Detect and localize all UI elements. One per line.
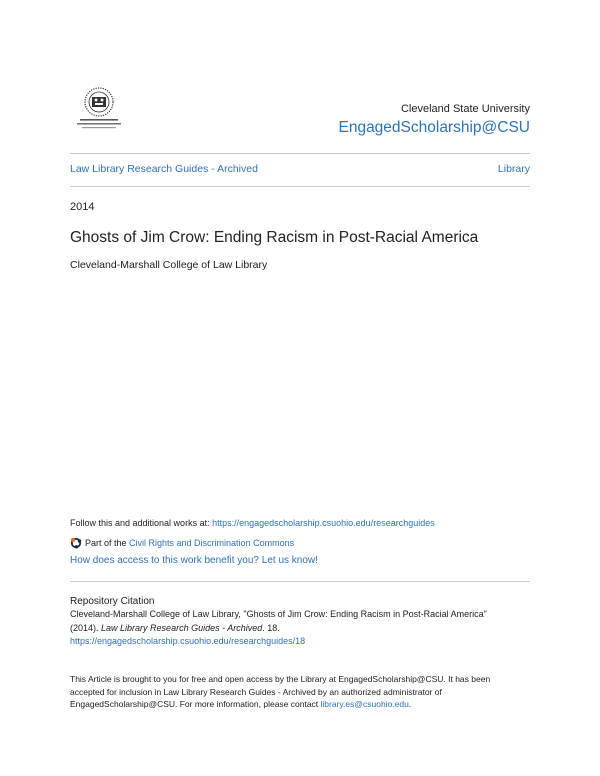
citation-year: (2014). (70, 622, 102, 633)
header-divider (70, 153, 530, 154)
part-of-prefix: Part of the (85, 538, 130, 548)
notice-contact-prefix: EngagedScholarship@CSU. For more information, please contact (70, 699, 321, 709)
citation-series: Law Library Research Guides - Archived (101, 622, 263, 633)
notice-contact-suffix: . (408, 699, 412, 709)
citation-line-1: Cleveland-Marshall College of Law Library, "Ghosts of Jim Crow: Ending Racism in Post-Racial America" (70, 609, 487, 619)
notice-line-2: accepted for inclusion in Law Library Research Guides - Archived by an authorized administrator of (70, 686, 442, 697)
follow-prefix: Follow this and additional works at: (70, 518, 213, 528)
citation-number: . 18. (262, 622, 280, 633)
notice-line-1: This Article is brought to you for free and open access by the Library at EngagedScholarship@CSU. It has been (70, 674, 491, 684)
publication-year: 2014 (70, 201, 95, 213)
university-name: Cleveland State University (400, 103, 530, 115)
collection-link[interactable]: Law Library Research Guides - Archived (70, 163, 258, 175)
part-of-line (70, 537, 294, 551)
follow-url-link[interactable]: https://engagedscholarship.csuohio.edu/researchguides (212, 518, 435, 528)
citation-body (70, 608, 540, 649)
civil-rights-commons-link[interactable]: Civil Rights and Discrimination Commons (129, 538, 295, 548)
citation-url-link[interactable]: https://engagedscholarship.csuohio.edu/researchguides/18 (70, 636, 306, 646)
repository-link[interactable]: EngagedScholarship@CSU (338, 119, 530, 136)
access-benefit-link[interactable]: How does access to this work benefit you? Let us know! (70, 555, 318, 566)
citation-line-2 (70, 622, 540, 636)
university-seal (74, 86, 124, 132)
network-commons-icon (70, 537, 82, 551)
nav-divider (70, 186, 530, 187)
citation-heading: Repository Citation (70, 596, 155, 607)
contact-email-link[interactable]: library.es@csuohio.edu (320, 699, 409, 709)
citation-divider (70, 581, 530, 582)
article-author: Cleveland-Marshall College of Law Library (70, 259, 268, 271)
notice-line-3 (70, 698, 540, 711)
access-notice (70, 673, 540, 711)
follow-line (70, 518, 435, 528)
library-link[interactable]: Library (497, 163, 530, 175)
article-title: Ghosts of Jim Crow: Ending Racism in Post-Racial America (70, 229, 479, 246)
